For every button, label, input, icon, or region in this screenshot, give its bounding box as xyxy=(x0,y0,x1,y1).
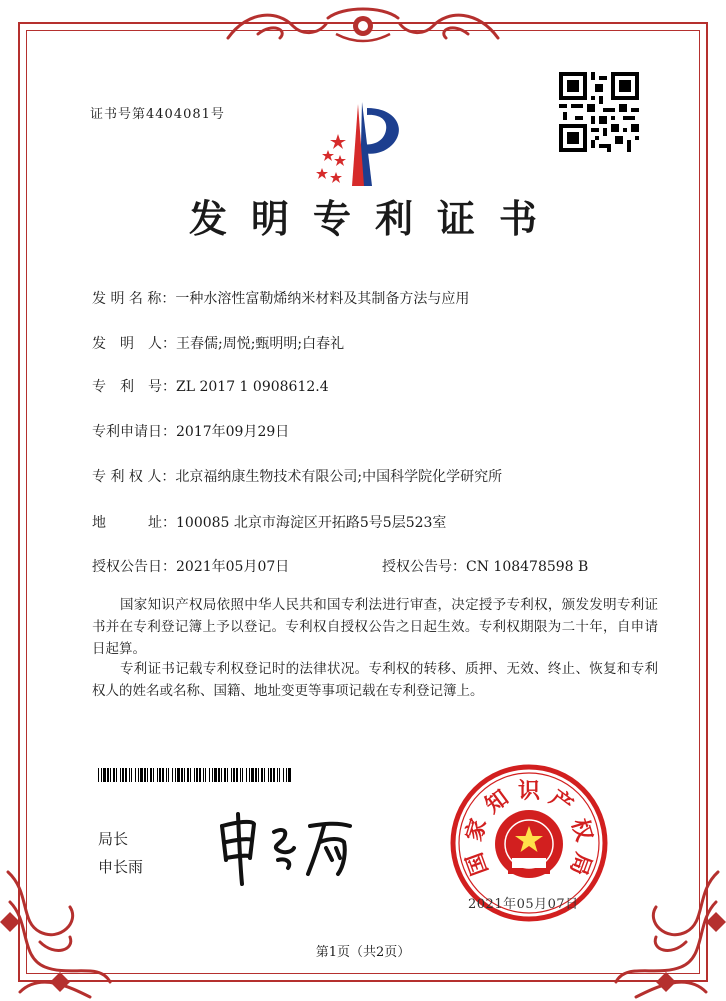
page-number: 第1页（共2页） xyxy=(315,945,411,960)
top-ornament xyxy=(218,4,508,48)
handwritten-signature xyxy=(212,808,362,892)
inventor-label: 发 明 人： xyxy=(92,336,176,352)
statement-paragraph-2: 专利证书记载专利权登记时的法律状况。专利权的转移、质押、无效、终止、恢复和专利权人的姓名或名称、国籍、地址变更等事项记载在专利登记簿上。 xyxy=(92,661,658,699)
bottom-right-ornament xyxy=(596,862,726,1001)
grant-number-label: 授权公告号： xyxy=(382,559,466,575)
address-value: 100085 北京市海淀区开拓路5号5层523室 xyxy=(176,515,447,531)
patentee-value: 北京福纳康生物技术有限公司;中国科学院化学研究所 xyxy=(175,469,503,485)
certificate-number: 证书号第4404081号 xyxy=(90,107,225,122)
address-row xyxy=(92,512,446,532)
filing-date-label: 专利申请日： xyxy=(92,424,176,440)
patent-number-value: ZL 2017 1 0908612.4 xyxy=(176,379,329,395)
barcode xyxy=(98,767,294,786)
seal-character: 知 xyxy=(479,784,514,819)
inventor-row xyxy=(92,333,344,353)
seal-character: 国 xyxy=(461,849,494,879)
patent-number-row xyxy=(92,376,329,396)
patent-number-label: 专 利 号： xyxy=(92,379,176,395)
certificate-title: 发明专利证书 xyxy=(188,196,561,241)
filing-date-row xyxy=(92,421,289,441)
inventor-value: 王春儒;周悦;甄明明;白春礼 xyxy=(176,336,345,352)
seal-character: 局 xyxy=(564,849,597,879)
bottom-left-ornament xyxy=(0,862,130,1001)
patentee-label: 专 利 权 人： xyxy=(92,469,176,485)
invention-name-label: 发 明 名 称： xyxy=(92,291,176,307)
seal-character: 家 xyxy=(461,815,493,845)
grant-number-value: CN 108478598 B xyxy=(466,559,589,575)
statement-paragraph-1: 国家知识产权局依照中华人民共和国专利法进行审查，决定授予专利权，颁发发明专利证书并在专利登记簿上予以登记。专利权自授权公告之日起生效。专利权期限为二十年，自申请日起算。 xyxy=(92,597,658,657)
patentee-row xyxy=(92,466,502,486)
grant-date-value: 2021年05月07日 xyxy=(176,559,290,575)
seal-date: 2021年05月07日 xyxy=(468,897,579,912)
seal-character: 识 xyxy=(518,778,541,804)
seal-character: 产 xyxy=(544,784,579,819)
patent-office-logo xyxy=(312,100,412,194)
qr-code xyxy=(559,72,639,156)
invention-name-row xyxy=(92,288,469,308)
invention-name-value: 一种水溶性富勒烯纳米材料及其制备方法与应用 xyxy=(175,291,470,307)
grant-date-label: 授权公告日： xyxy=(92,559,176,575)
director-name: 申长雨 xyxy=(98,858,144,876)
address-label: 地 址： xyxy=(92,515,176,531)
seal-character: 权 xyxy=(565,815,597,845)
grant-date-row xyxy=(92,556,289,576)
grant-number-row xyxy=(382,556,588,576)
filing-date-value: 2017年09月29日 xyxy=(176,424,290,440)
director-title: 局长 xyxy=(98,830,129,848)
